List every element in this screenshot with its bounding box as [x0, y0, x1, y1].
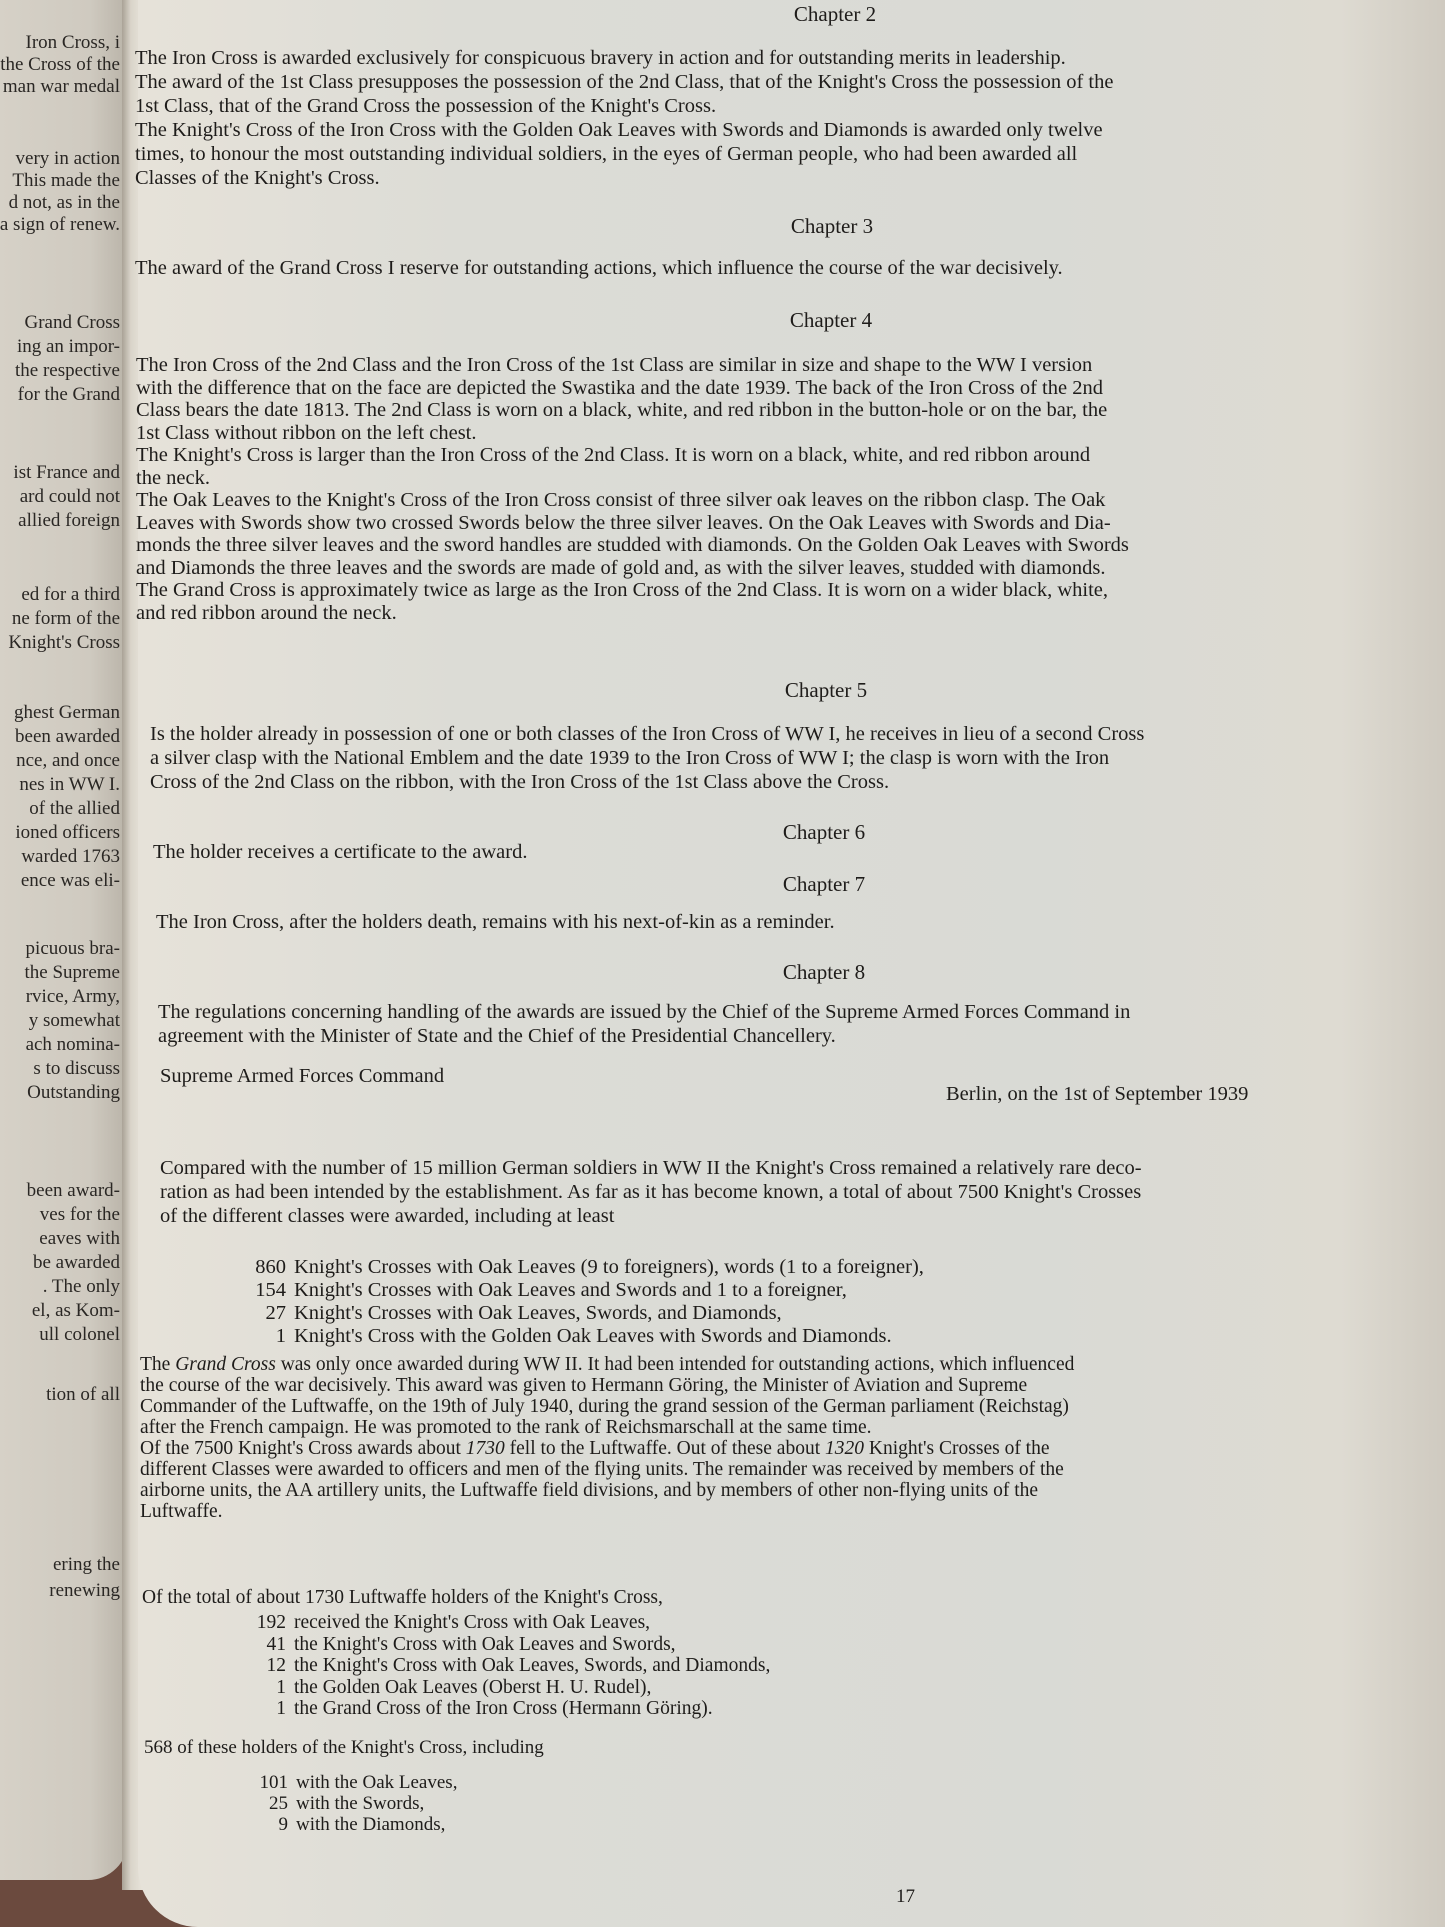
- right-page: [135, 0, 1445, 1927]
- left-page-text-fragment: allied foreign: [18, 510, 120, 531]
- text-line: The Iron Cross, after the holders death, remains with his next-of-kin as a reminder.: [156, 911, 835, 933]
- list-item: [250, 1612, 770, 1634]
- left-page-text-fragment: ence was eli-: [20, 870, 120, 891]
- chapter-3-heading: Chapter 3: [790, 214, 874, 238]
- text-line: [140, 1438, 1260, 1459]
- left-page-text-fragment: rvice, Army,: [25, 986, 120, 1007]
- italic-number: 1730: [465, 1438, 505, 1459]
- chapter-5-text: [150, 722, 1250, 794]
- text-line: The Oak Leaves to the Knight's Cross of the Iron Cross consist of three silver oak leaves on the ribbon clasp. The Oak: [136, 489, 1106, 511]
- luftwaffe-list: [250, 1612, 770, 1720]
- left-page-text-fragment: been awarded: [15, 726, 120, 747]
- holders-list: [252, 1772, 457, 1835]
- item-count: 25: [269, 1793, 288, 1814]
- left-page-text-fragment: ard could not: [19, 486, 120, 507]
- list-item: [250, 1325, 924, 1348]
- chapter-2-heading: Chapter 2: [793, 2, 877, 26]
- chapter-7-text: [156, 910, 1056, 934]
- item-text: the Grand Cross of the Iron Cross (Hermann Göring).: [294, 1698, 713, 1719]
- chapter-4-text: [136, 354, 1256, 624]
- left-page-text-fragment: ghest German: [13, 702, 120, 723]
- left-page-text-fragment: ing an impor-: [16, 336, 120, 357]
- text-line: times, to honour the most outstanding individual soldiers, in the eyes of German people, who had been awarded all: [135, 143, 1078, 165]
- left-page-text-fragment: ering the: [52, 1554, 120, 1575]
- item-text: with the Diamonds,: [296, 1814, 446, 1835]
- text-line: and Diamonds the three leaves and the swords are made of gold and, as with the silver leaves, studded with diamonds.: [136, 556, 1106, 579]
- item-text: Knight's Crosses with Oak Leaves and Swords and 1 to a foreigner,: [294, 1279, 847, 1301]
- grand-cross-paragraph: [140, 1354, 1260, 1522]
- chapter-8-heading: Chapter 8: [782, 960, 866, 984]
- list-item: [252, 1793, 457, 1814]
- left-page-text-fragment: a sign of renew.: [0, 214, 120, 235]
- item-count: 27: [265, 1302, 286, 1324]
- left-page-text-fragment: warded 1763: [21, 846, 120, 867]
- luftwaffe-intro: Of the total of about 1730 Luftwaffe holders of the Knight's Cross,: [142, 1587, 663, 1608]
- holders-intro: 568 of these holders of the Knight's Cross, including: [144, 1737, 544, 1758]
- text-line: [140, 1354, 1260, 1375]
- left-page-edge: [0, 0, 128, 1880]
- chapter-3-text: [135, 256, 1255, 280]
- left-page-text-fragment: man war medal: [2, 76, 120, 97]
- item-count: 1: [276, 1698, 286, 1719]
- item-count: 1: [275, 1325, 286, 1347]
- left-page-text-fragment: ves for the: [39, 1204, 120, 1225]
- italic-term: Grand Cross: [175, 1354, 276, 1375]
- text-line: The Iron Cross of the 2nd Class and the Iron Cross of the 1st Class are similar in size and shape to the WW I version: [136, 354, 1093, 376]
- item-count: 41: [266, 1633, 286, 1655]
- text-line: a silver clasp with the National Emblem and the date 1939 to the Iron Cross of WW I; the clasp is worn with the Iron: [150, 747, 1110, 769]
- text-line: The award of the 1st Class presupposes the possession of the 2nd Class, that of the Knight's Cross the possession of the: [135, 71, 1114, 93]
- text-line: agreement with the Minister of State and the Chief of the Presidential Chancellery.: [158, 1025, 836, 1047]
- text-span: The: [140, 1354, 176, 1375]
- item-count: 12: [266, 1655, 286, 1676]
- text-line: Commander of the Luftwaffe, on the 19th of July 1940, during the grand session of the German parliament (Reichstag): [140, 1396, 1069, 1417]
- text-line: The Grand Cross is approximately twice as large as the Iron Cross of the 2nd Class. It is worn on a wider black, white,: [136, 579, 1109, 601]
- left-page-text-fragment: el, as Kom-: [31, 1300, 120, 1321]
- left-page-text-fragment: Outstanding: [27, 1082, 120, 1103]
- left-page-text-fragment: tion of all: [46, 1384, 120, 1405]
- left-page-text-fragment: be awarded: [32, 1252, 120, 1273]
- text-line: monds the three silver leaves and the sword handles are studded with diamonds. On the Golden Oak Leaves with Swords: [136, 534, 1129, 556]
- left-page-text-fragment: . The only: [42, 1276, 120, 1297]
- item-text: the Golden Oak Leaves (Oberst H. U. Rudel),: [294, 1676, 652, 1698]
- text-span: Of the 7500 Knight's Cross awards about: [140, 1438, 466, 1459]
- signature-authority: Supreme Armed Forces Command: [160, 1065, 445, 1087]
- left-page-text-fragment: for the Grand: [17, 384, 120, 405]
- left-page-text-fragment: Grand Cross: [24, 312, 120, 333]
- chapter-6-heading: Chapter 6: [782, 820, 866, 844]
- item-count: 192: [256, 1612, 286, 1633]
- left-page-text-fragment: ist France and: [13, 462, 120, 483]
- left-page-text-fragment: eaves with: [39, 1228, 120, 1249]
- item-text: Knight's Crosses with Oak Leaves (9 to foreigners), words (1 to a foreigner),: [294, 1256, 924, 1278]
- left-page-text-fragment: picuous bra-: [25, 938, 120, 959]
- text-line: ration as had been intended by the establishment. As far as it has become known, a total of about 7500 Knight's Crosses: [160, 1181, 1142, 1203]
- left-page-text-fragment: the Cross of the: [0, 54, 120, 75]
- list-item: [250, 1655, 770, 1677]
- list-item: [250, 1279, 924, 1302]
- list-item: [250, 1698, 770, 1720]
- item-text: Knight's Cross with the Golden Oak Leaves with Swords and Diamonds.: [294, 1325, 892, 1347]
- italic-number: 1320: [825, 1438, 864, 1459]
- left-page-text-fragment: Iron Cross, i: [25, 32, 120, 53]
- item-text: with the Oak Leaves,: [296, 1772, 458, 1793]
- chapter-4-heading: Chapter 4: [789, 308, 873, 332]
- item-text: received the Knight's Cross with Oak Leaves,: [294, 1612, 651, 1633]
- text-line: The Knight's Cross of the Iron Cross with the Golden Oak Leaves with Swords and Diamonds is awarded only twelve: [135, 119, 1103, 141]
- left-page-text-fragment: nce, and once: [16, 750, 120, 771]
- text-line: after the French campaign. He was promoted to the rank of Reichsmarschall at the same time.: [140, 1417, 872, 1438]
- left-page-text-fragment: Knight's Cross: [8, 632, 120, 653]
- text-line: airborne units, the AA artillery units, the Luftwaffe field divisions, and by members of other non-flying units of the: [140, 1480, 1039, 1501]
- text-line: 1st Class without ribbon on the left chest.: [136, 421, 477, 444]
- text-line: Class bears the date 1813. The 2nd Class is worn on a black, white, and red ribbon in the button-hole or on the bar, the: [136, 399, 1108, 421]
- left-page-text-fragment: ach nomina-: [25, 1034, 120, 1055]
- left-page-text-fragment: the respective: [15, 360, 120, 381]
- text-line: Leaves with Swords show two crossed Swords below the three silver leaves. On the Oak Leaves with Swords and Dia-: [136, 511, 1111, 534]
- item-count: 9: [278, 1814, 288, 1835]
- text-line: Compared with the number of 15 million German soldiers in WW II the Knight's Cross remained a relatively rare deco-: [160, 1157, 1142, 1179]
- text-line: The Iron Cross is awarded exclusively for conspicuous bravery in action and for outstanding merits in leadership.: [135, 47, 1066, 69]
- left-page-text-fragment: been award-: [26, 1180, 120, 1201]
- left-page-text-fragment: ne form of the: [11, 608, 120, 629]
- item-text: with the Swords,: [296, 1793, 425, 1814]
- page-number: 17: [896, 1886, 915, 1907]
- left-page-text-fragment: y somewhat: [28, 1010, 120, 1031]
- text-line: Cross of the 2nd Class on the ribbon, with the Iron Cross of the 1st Class above the Cross.: [150, 771, 890, 793]
- text-line: The regulations concerning handling of the awards are issued by the Chief of the Supreme Armed Forces Command in: [158, 1001, 1131, 1023]
- list-item: [250, 1302, 924, 1325]
- list-item: [252, 1814, 457, 1835]
- text-line: Classes of the Knight's Cross.: [135, 167, 380, 189]
- left-page-text-fragment: very in action: [15, 148, 120, 169]
- left-page-text-fragment: s to discuss: [33, 1058, 120, 1079]
- left-page-text-fragment: nes in WW I.: [19, 774, 120, 795]
- text-span: fell to the Luftwaffe. Out of these about: [504, 1438, 825, 1459]
- left-page-text-fragment: renewing: [49, 1580, 120, 1601]
- text-line: different Classes were awarded to officers and men of the flying units. The remainder was received by members of the: [140, 1459, 1064, 1480]
- left-page-text-fragment: of the allied: [29, 798, 120, 819]
- left-page-text-fragment: This made the: [12, 170, 120, 191]
- item-text: Knight's Crosses with Oak Leaves, Swords, and Diamonds,: [294, 1302, 782, 1324]
- list-item: [252, 1772, 457, 1793]
- item-count: 860: [255, 1256, 286, 1278]
- awards-list: [250, 1256, 924, 1348]
- chapter-7-heading: Chapter 7: [782, 872, 866, 896]
- left-page-text-fragment: d not, as in the: [8, 192, 120, 213]
- signature-place-date: Berlin, on the 1st of September 1939: [946, 1083, 1249, 1105]
- item-count: 101: [259, 1772, 288, 1793]
- item-count: 1: [276, 1676, 286, 1698]
- text-line: the course of the war decisively. This award was given to Hermann Göring, the Minister of Aviation and Supreme: [140, 1375, 1028, 1396]
- item-count: 154: [255, 1279, 286, 1301]
- text-line: and red ribbon around the neck.: [136, 601, 397, 624]
- text-line: the neck.: [136, 466, 210, 489]
- text-span: was only once awarded during WW II. It had been intended for outstanding actions, which influenced: [275, 1354, 1075, 1375]
- chapter-2-text: [135, 46, 1255, 190]
- left-page-text-fragment: ed for a third: [21, 584, 120, 605]
- text-line: 1st Class, that of the Grand Cross the possession of the Knight's Cross.: [135, 95, 717, 117]
- text-line: Luftwaffe.: [140, 1501, 223, 1522]
- text-line: The Knight's Cross is larger than the Iron Cross of the 2nd Class. It is worn on a black, white, and red ribbon around: [136, 444, 1091, 466]
- item-text: the Knight's Cross with Oak Leaves, Swords, and Diamonds,: [294, 1655, 771, 1676]
- text-line: The holder receives a certificate to the award.: [153, 841, 528, 863]
- text-line: of the different classes were awarded, including at least: [160, 1205, 615, 1227]
- text-line: The award of the Grand Cross I reserve for outstanding actions, which influence the course of the war decisively.: [135, 257, 1063, 279]
- chapter-8-text: [158, 1000, 1258, 1048]
- list-item: [250, 1677, 770, 1699]
- item-text: the Knight's Cross with Oak Leaves and Swords,: [294, 1633, 676, 1655]
- left-page-text-fragment: the Supreme: [24, 962, 120, 983]
- left-page-text-fragment: ioned officers: [15, 822, 120, 843]
- text-line: Is the holder already in possession of one or both classes of the Iron Cross of WW I, he receives in lieu of a second Cross: [150, 723, 1145, 745]
- chapter-6-text: [153, 840, 1053, 864]
- list-item: [250, 1634, 770, 1656]
- chapter-5-heading: Chapter 5: [784, 678, 868, 702]
- text-line: with the difference that on the face are depicted the Swastika and the date 1939. The back of the Iron Cross of the 2nd: [136, 376, 1103, 399]
- left-page-text-fragment: ull colonel: [39, 1324, 120, 1345]
- text-span: Knight's Crosses of the: [864, 1438, 1050, 1459]
- commentary-intro: [160, 1156, 1260, 1228]
- list-item: [250, 1256, 924, 1279]
